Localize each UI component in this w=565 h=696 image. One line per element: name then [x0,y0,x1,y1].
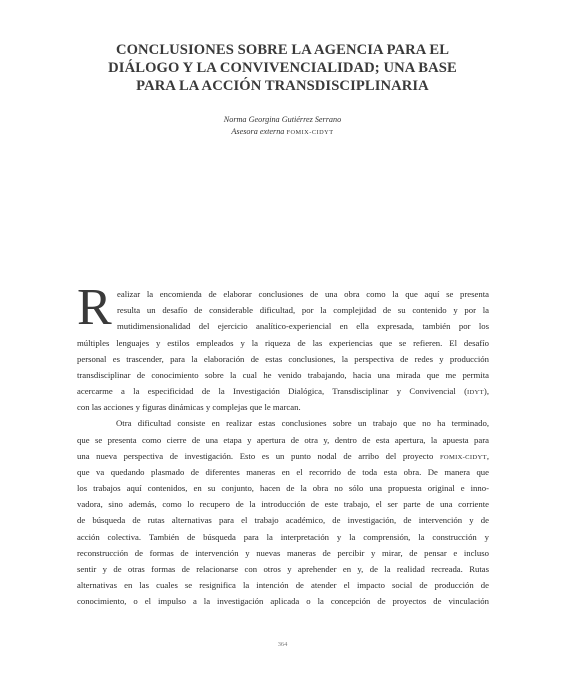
title-line-1: CONCLUSIONES SOBRE LA AGENCIA PARA EL [115,42,450,58]
p1-line-8: con las acciones y figuras dinámicas y complejas que le marcan. [77,402,301,413]
body-text [77,279,489,609]
p1-line-2: resulta un desafío de considerable dificultad, por la complejidad de su contenido y por la [117,305,489,316]
p2-line-3 [77,448,489,464]
p2-line-8: acción colectiva. También de búsqueda para la interpretación y la comprensión, la construcción y [77,531,489,542]
p2-line-4: que va quedando plasmado de diferentes maneras en el recorrido de toda esta obra. De manera que [77,466,489,477]
p2-line-3-end: , [486,450,489,461]
p2-line-10: sentir y de otras formas de relacionarse con otros y aprehender en y, de la realidad recreada. Rutas [77,563,489,574]
affiliation-prefix: Asesora externa [231,127,285,136]
p2-line-6: vadora, sino además, como lo recupero de la introducción de este trabajo, el ser parte de una corriente [77,499,489,510]
p1-line-3: mutidimensionalidad del ejercicio analítico-experiencial en ella expresada, también por los [117,321,489,332]
title-line-2: DIÁLOGO Y LA CONVIVENCIALIDAD; UNA BASE [108,60,457,76]
p2-line-3-text: una nueva perspectiva de investigación. Esto es un punto nodal de arribo del proyecto [77,450,440,461]
fomix-acronym: FOMIX-CIDYT [439,453,487,461]
drop-cap: R [77,279,112,336]
author-affiliation [0,126,565,138]
p1-line-7 [77,383,489,399]
author-name: Norma Georgina Gutiérrez Serrano [223,115,342,124]
title-line-3: PARA LA ACCIÓN TRANSDISCIPLINARIA [136,78,429,94]
p2-line-9: reconstrucción de formas de intervención y nuevas maneras de percibir y mirar, de pensar e incluso [77,547,489,558]
p1-line-7-end: ), [483,386,489,397]
p1-line-7-text: acercarme a la especificidad de la Investigación Dialógica, Transdisciplinar y Convivencial ( [77,386,467,397]
idyt-acronym: IDYT [466,389,484,397]
article-title [60,41,505,95]
p1-line-5: personal es trascender, para la elaboración de estas conclusiones, la perspectiva de redes y producción [77,353,489,364]
p2-line-5: los trabajos aquí contenidos, en su conjunto, hacen de la obra no sólo una propuesta original e inno- [77,483,489,494]
affiliation-org: FOMIX-CIDYT [286,129,334,136]
page-number: 364 [277,641,288,648]
p2-line-11: alternativas en las cuales se resignifica la intención de atender el impacto social de producción de [77,580,489,591]
p1-line-4: múltiples lenguajes y estilos empleados y la riqueza de las experiencias que se refieren. El desafío [77,337,489,348]
p2-line-1: Otra dificultad consiste en realizar estas conclusiones sobre un trabajo que no ha terminado, [116,418,489,429]
p1-line-1: ealizar la encomienda de elaborar conclusiones de una obra como la que aquí se presenta [117,289,489,299]
p2-line-7: de búsqueda de rutas alternativas para el trabajo académico, de investigación, de intervención y de [77,515,489,526]
p1-line-6: transdisciplinar de conocimiento sobre la cual he venido trabajando, hacia una mirada que me permita [77,369,489,380]
p2-line-2: que se presenta como cierre de una etapa y apertura de otra y, dentro de esta apertura, la apuesta para [77,434,489,445]
p2-line-12: conocimiento, o el impulso a la investigación aplicada o la concepción de proyectos de vinculación [77,596,489,607]
